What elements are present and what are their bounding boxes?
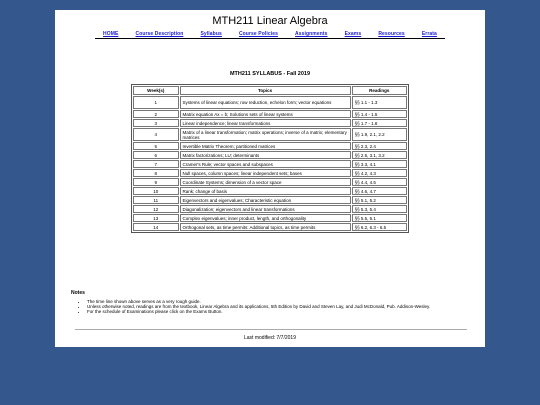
topic-cell: Coordinate Systems; dimension of a vector space	[180, 178, 351, 186]
topic-cell: Orthogonal sets, as time permits: Additional topics, as time permits	[180, 223, 351, 231]
table-row	[133, 214, 407, 222]
topic-cell: Complex eigenvalues; inner product, length, and orthogonality	[180, 214, 351, 222]
topic-cell: Rank; change of basis	[180, 187, 351, 195]
nav-syllabus-link[interactable]: Syllabus	[200, 31, 222, 37]
nav-course-description-link[interactable]: Course Description	[135, 31, 184, 37]
list-item: • The time line shown above serves as a very rough guide.	[87, 299, 479, 304]
readings-cell: §§ 5.5, 6.1	[352, 214, 407, 222]
table-row	[133, 142, 407, 150]
week-cell: 6	[133, 151, 179, 159]
table-header-row	[133, 86, 407, 95]
nav-assignments-link[interactable]: Assignments	[295, 31, 328, 37]
week-cell: 5	[133, 142, 179, 150]
table-row	[133, 119, 407, 127]
nav-bar	[95, 30, 445, 39]
header-topics: Topics	[180, 86, 351, 95]
nav-errata-link[interactable]: Errata	[421, 31, 437, 37]
table-row	[133, 223, 407, 231]
notes-list	[77, 299, 479, 315]
week-cell: 8	[133, 169, 179, 177]
nav-resources-link[interactable]: Resources	[378, 31, 405, 37]
nav-course-policies-link[interactable]: Course Policies	[238, 31, 278, 37]
week-cell: 4	[133, 128, 179, 141]
readings-cell: §§ 3.3, 4.1	[352, 160, 407, 168]
week-cell: 14	[133, 223, 179, 231]
readings-cell: §§ 4.4, 4.5	[352, 178, 407, 186]
topic-cell: Matrix equation Ax = b; Solutions sets of linear systems	[180, 110, 351, 118]
topic-cell: Invertible Matrix Theorem; partitioned matrices	[180, 142, 351, 150]
topic-cell: Systems of linear equations; row reduction, echelon form; vector equations	[180, 96, 351, 109]
topic-cell: Null spaces, column spaces; linear independent sets; bases	[180, 169, 351, 177]
readings-cell: §§ 2.5, 3.1, 3.2	[352, 151, 407, 159]
readings-cell: §§ 6.2, 6.3 - 6.5	[352, 223, 407, 231]
topic-cell: Eigenvectors and eigenvalues; Characteristic equation	[180, 196, 351, 204]
topic-cell: Cramer's Rule; vector spaces and subspaces	[180, 160, 351, 168]
week-cell: 9	[133, 178, 179, 186]
list-item: • Unless otherwise noted, readings are from the textbook, Linear Algebra and its applications, 5th Edition by David and Steven Lay, and Judi McDonald, Pub. Addison-Wesley.	[87, 304, 479, 309]
week-cell: 11	[133, 196, 179, 204]
week-cell: 7	[133, 160, 179, 168]
topic-cell: Matrix of a linear transformation; matrix operations; inverse of a matrix; elementary matrices	[180, 128, 351, 141]
divider	[75, 329, 467, 330]
table-row	[133, 160, 407, 168]
week-cell: 3	[133, 119, 179, 127]
week-cell: 1	[133, 96, 179, 109]
syllabus-table	[131, 84, 409, 233]
readings-cell: §§ 4.2, 4.3	[352, 169, 407, 177]
nav-home-link[interactable]: HOME	[103, 31, 119, 37]
topic-cell: Linear independence; linear transformations	[180, 119, 351, 127]
readings-cell: §§ 5.1, 5.2	[352, 196, 407, 204]
readings-cell: §§ 4.6, 4.7	[352, 187, 407, 195]
topic-cell: Matrix factorizations; LU; determinants	[180, 151, 351, 159]
readings-cell: §§ 1.1 - 1.3	[352, 96, 407, 109]
table-row	[133, 110, 407, 118]
week-cell: 13	[133, 214, 179, 222]
readings-cell: §§ 1.7 - 1.8	[352, 119, 407, 127]
table-row	[133, 187, 407, 195]
notes-heading: Notes	[71, 290, 85, 296]
list-item: • For the schedule of Examinations please click on the Exams Button.	[87, 309, 479, 314]
week-cell: 12	[133, 205, 179, 213]
nav-exams-link[interactable]: Exams	[344, 31, 362, 37]
readings-cell: §§ 2.3, 2.4	[352, 142, 407, 150]
table-row	[133, 151, 407, 159]
table-row	[133, 169, 407, 177]
table-row	[133, 205, 407, 213]
syllabus-heading: MTH211 SYLLABUS - Fall 2019	[229, 71, 311, 77]
page-container	[55, 10, 485, 347]
table-row	[133, 178, 407, 186]
readings-cell: §§ 5.3, 5.4	[352, 205, 407, 213]
readings-cell: §§ 1.9, 2.1, 2.2	[352, 128, 407, 141]
page-title: MTH211 Linear Algebra	[212, 15, 328, 27]
readings-cell: §§ 1.4 - 1.5	[352, 110, 407, 118]
header-readings: Readings	[352, 86, 407, 95]
table-row	[133, 128, 407, 141]
last-modified: Last modified: 7/7/2019	[244, 335, 296, 341]
table-row	[133, 196, 407, 204]
topic-cell: Diagonalization; eigenvectors and linear transformations	[180, 205, 351, 213]
header-weeks: Week(s)	[133, 86, 179, 95]
table-row	[133, 96, 407, 109]
week-cell: 10	[133, 187, 179, 195]
week-cell: 2	[133, 110, 179, 118]
